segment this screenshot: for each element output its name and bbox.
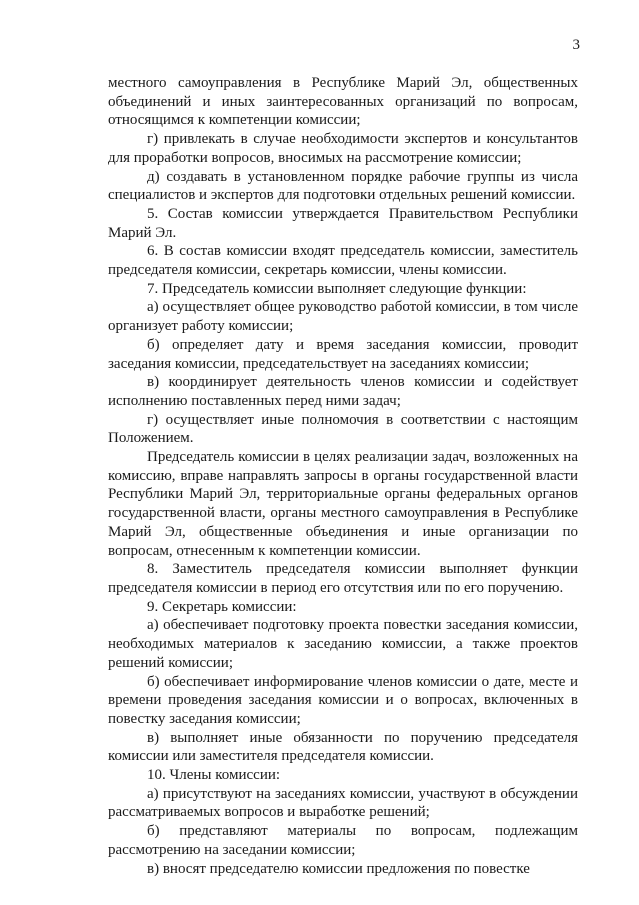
paragraph-7-chairman-functions: 7. Председатель комиссии выполняет следующие функции:	[147, 280, 527, 297]
paragraph-8-deputy: 8. Заместитель председателя комиссии выполняет функции председателя комиссии в период его отсутствия или по его поручению.	[108, 561, 578, 596]
paragraph-item-g-experts: г) привлекать в случае необходимости экспертов и консультантов для проработки вопросов, вносимых на рассмотрение комиссии;	[108, 131, 578, 166]
paragraph-10a: а) присутствуют на заседаниях комиссии, участвуют в обсуждении рассматриваемых вопросов и выработке решений;	[108, 785, 578, 821]
paragraph-9a: а) обеспечивает подготовку проекта повестки заседания комиссии, необходимых материалов к заседанию комиссии, а также проектов решений комиссии;	[108, 617, 578, 671]
document-body	[108, 74, 578, 878]
paragraph-9b: б) обеспечивает информирование членов комиссии о дате, месте и времени проведения заседания комиссии и о вопросах, включенных в повестку заседания комиссии;	[108, 673, 578, 727]
paragraph-10-members: 10. Члены комиссии:	[147, 767, 281, 784]
paragraph-chairman-requests: Председатель комиссии в целях реализации задач, возложенных на комиссию, вправе направлять запросы в органы государственной власти Республики Марий Эл, территориальные органы федеральных органов государственной власти, органы местного самоуправления в Республике Марий Эл, общественные объединения и иные организации по вопросам, отнесенным к компетенции комиссии.	[108, 449, 578, 559]
paragraph-9v: в) выполняет иные обязанности по поручению председателя комиссии или заместителя председателя комиссии.	[108, 729, 578, 765]
paragraph-5-composition: 5. Состав комиссии утверждается Правительством Республики Марий Эл.	[108, 205, 578, 241]
paragraph-continuation: местного самоуправления в Республике Марий Эл, общественных объединений и иных заинтересованных организаций по вопросам, относящимся к компетенции комиссии;	[108, 75, 578, 129]
page-number: 3	[572, 37, 580, 53]
paragraph-10b: б) представляют материалы по вопросам, подлежащим рассмотрению на заседании комиссии;	[108, 823, 578, 858]
paragraph-7b: б) определяет дату и время заседания комиссии, проводит заседания комиссии, председательствует на заседаниях комиссии;	[108, 336, 578, 372]
paragraph-6-members: 6. В состав комиссии входят председатель комиссии, заместитель председателя комиссии, секретарь комиссии, члены комиссии.	[108, 243, 578, 279]
paragraph-item-d-working-groups: д) создавать в установленном порядке рабочие группы из числа специалистов и экспертов для подготовки отдельных решений комиссии.	[108, 168, 578, 204]
paragraph-9-secretary: 9. Секретарь комиссии:	[147, 598, 297, 615]
paragraph-10v: в) вносят председателю комиссии предложения по повестке	[147, 860, 530, 877]
paragraph-7v: в) координирует деятельность членов комиссии и содействует исполнению поставленных перед ними задач;	[108, 374, 578, 409]
paragraph-7a: а) осуществляет общее руководство работой комиссии, в том числе организует работу комиссии;	[108, 299, 578, 335]
paragraph-7g: г) осуществляет иные полномочия в соответствии с настоящим Положением.	[108, 411, 578, 447]
